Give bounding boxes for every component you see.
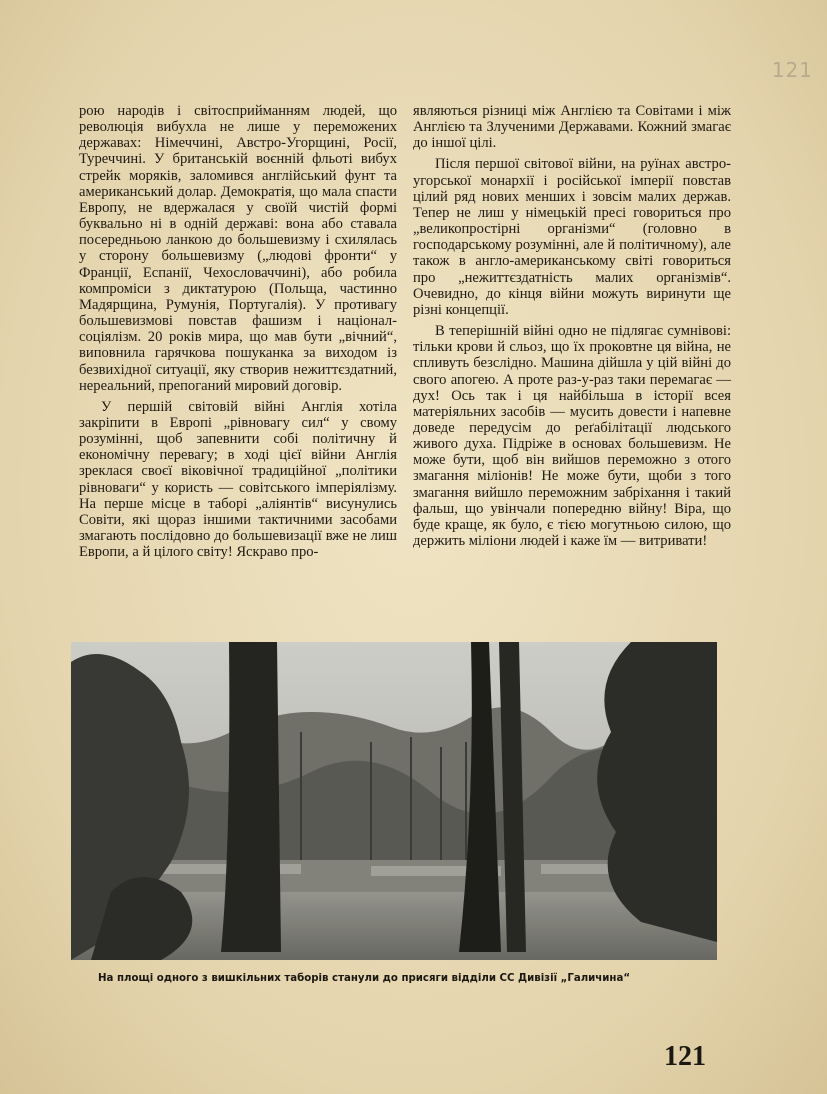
paragraph: являються різниці між Англією та Совітами і між Англією та Злученими Державами. Кожний змагає до іншої цілі.: [413, 103, 731, 152]
paragraph: Після першої світової війни, на руїнах австро-угорської монархії і російської імперії повстав цілий ряд нових менших і зовсім малих держав. Тепер не лиш у німецькій пресі говориться про „великопростірні організми“ (головно в господарському розумінні, але й політичному), але також в англо-американському світі говориться про „нежиттєздатність малих організмів“. Очевидно, до кінця війни можуть виринути ще різні концепції.: [413, 156, 731, 318]
page-number: 121: [664, 1041, 706, 1072]
pencil-page-number: 121: [771, 58, 813, 82]
left-text-column: [79, 103, 397, 562]
forest-camp-photo: [71, 642, 717, 960]
paragraph: В теперішній війні одно не підлягає сумнівові: тільки крови й сльоз, що їх проковтне ця війна, не спливуть безслідно. Машина дійшла у цій війні до свого апогею. А проте раз-у-раз таки перемагає — дух! Ось так і ця найбільша в історії всея матеріяльних засобів — мусить довести і напевне доведе передусім до реґабілітації людського живого духа. Підріже в основах большевизм. Не може бути, щоб він вийшов переможно з отого змагання міліонів! Не може бути, щоби з того змагання вийшло переможним забріхання і такий фальш, що увінчали попередню війну! Віра, що буде краще, як було, є тією могутньою силою, що держить міліони людей і каже їм — витривати!: [413, 323, 731, 550]
paragraph: рою народів і світосприйманням людей, що революція вибухла не лише у переможених державах: Німеччині, Австро-Угорщині, Росії, Туреччині. У британській воєнній фльоті вибух стрейк моряків, заломився англійський фунт та американський долар. Демократія, що мала спасти Европу, не вдержалася у своїй чистій формі буквально ні в одній державі: вона або ставала посередньою ланкою до большевизму і схилялась у сторону большевизму („людові фронти“ у Франції, Еспанії, Чехословаччині), або робила компроміси з диктатурою (Польща, частинно Мадярщина, Румунія, Португалія). У противагу большевизмові повстав фашизм і націонал-соціялізм. 20 років мира, що мав бути „вічний“, виповнила гарячкова пошуканка за виходом із безвихідної ситуації, яку створив нежиттєздатний, нереальний, препоганий мировий договір.: [79, 103, 397, 394]
right-text-column: [413, 103, 731, 551]
photo-caption: На площі одного з вишкільних таборів станули до присяги відділи СС Дивізії „Галичина“: [98, 973, 631, 984]
paragraph: У першій світовій війні Англія хотіла закріпити в Европі „рівновагу сил“ у свому розумінні, щоб запевнити собі політичну й економічну перевагу; в ході цієї війни Англія зреклася своєї віковічної традиційної „політики рівноваги“ у користь — совітського імперіялізму. На перше місце в таборі „аліянтів“ висунулись Совіти, які щораз іншими тактичними засобами змагають послідовно до большевизації вже не лиш Европи, а й цілого світу! Яскраво про-: [79, 398, 397, 561]
